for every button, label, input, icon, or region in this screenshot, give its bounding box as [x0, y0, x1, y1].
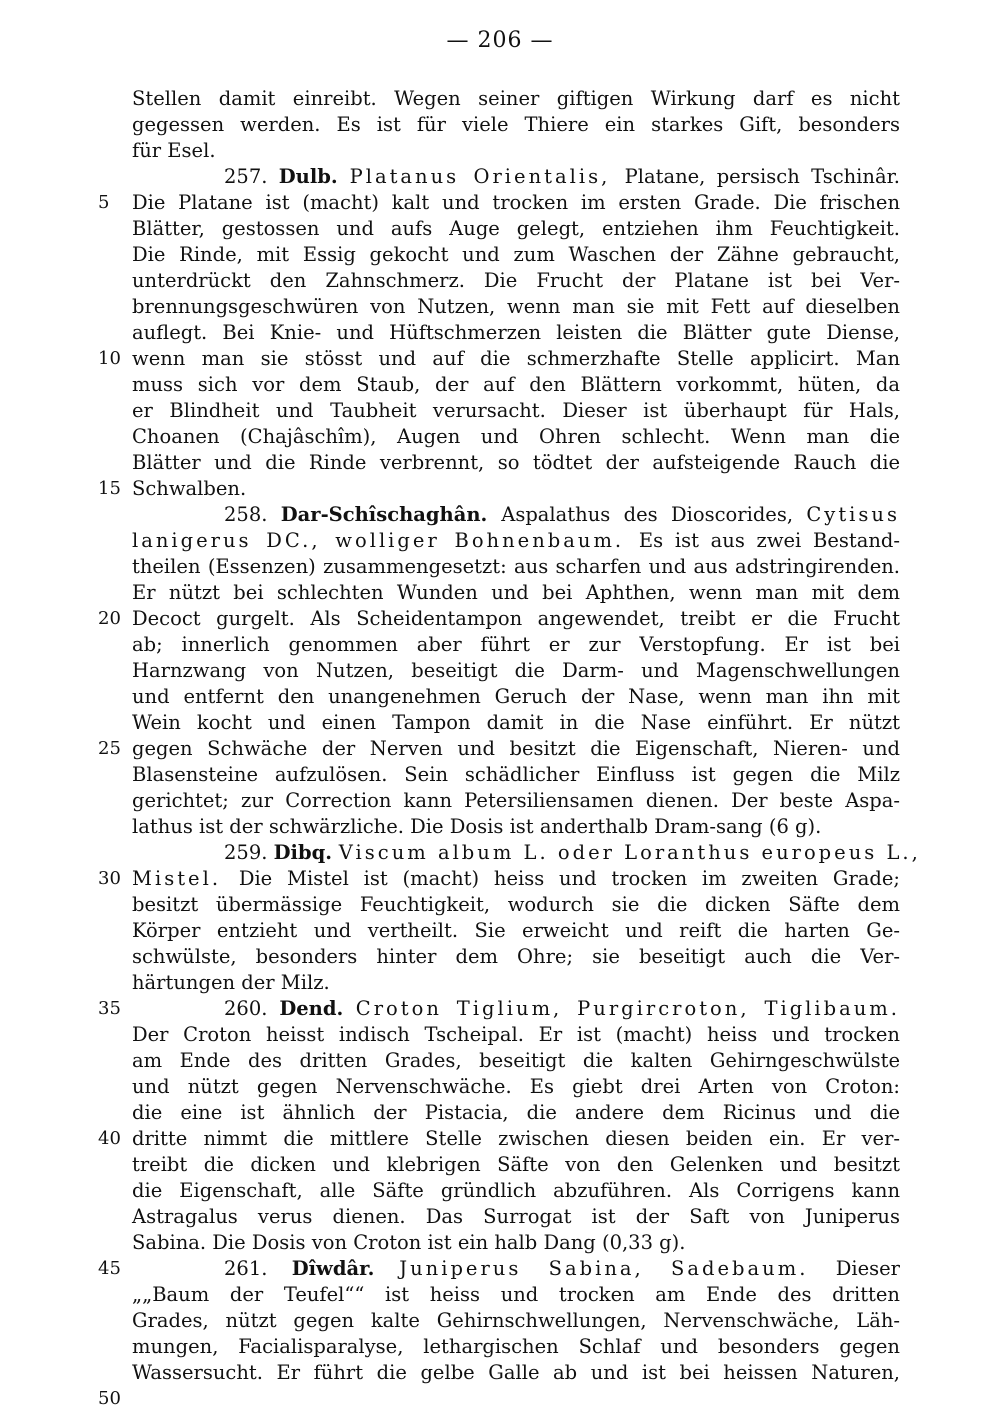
line-text: Schwalben.	[132, 477, 247, 500]
text-line	[132, 450, 900, 476]
text-line	[132, 138, 900, 164]
line-text: „„Baum der Teufel““ ist heiss und trocken am Ende des dritten	[132, 1283, 900, 1306]
botanical-name: Mistel.	[132, 867, 239, 890]
text-line	[132, 424, 900, 450]
text-line	[132, 372, 900, 398]
line-text: Der Croton heisst indisch Tscheipal. Er ist (macht) heiss und trocken	[132, 1023, 900, 1046]
text-line	[132, 554, 900, 580]
line-text: Wassersucht. Er führt die gelbe Galle ab und ist bei heissen Naturen,	[132, 1361, 900, 1384]
line-text: Decoct gurgelt. Als Scheidentampon angewendet, treibt er die Frucht	[132, 607, 900, 630]
text-line	[132, 1360, 900, 1386]
text-line	[132, 944, 900, 970]
margin-line-number: 45	[98, 1258, 121, 1279]
entry-heading-line	[132, 840, 921, 866]
text-line	[132, 190, 900, 216]
entry-number: 257.	[224, 165, 279, 188]
text-line	[132, 1282, 900, 1308]
line-text: muss sich vor dem Staub, der auf den Blättern vorkommt, hüten, da	[132, 373, 900, 396]
line-text: Blätter und die Rinde verbrennt, so tödtet der aufsteigende Rauch die	[132, 451, 900, 474]
text-line	[132, 1178, 900, 1204]
text-line	[132, 606, 900, 632]
text-line	[132, 658, 900, 684]
line-text: wenn man sie stösst und auf die schmerzhafte Stelle applicirt. Man	[132, 347, 900, 370]
line-text: gegessen werden. Es ist für viele Thiere ein starkes Gift, besonders	[132, 113, 900, 136]
text-line	[132, 528, 900, 554]
line-text: die eine ist ähnlich der Pistacia, die andere dem Ricinus und die	[132, 1101, 900, 1124]
margin-line-number: 35	[98, 998, 121, 1019]
text-line	[132, 866, 900, 892]
text-line	[132, 1230, 900, 1256]
line-text: brennungsgeschwüren von Nutzen, wenn man sie mit Fett auf dieselben	[132, 295, 900, 318]
text-line	[132, 1308, 900, 1334]
text-line	[132, 710, 900, 736]
text-line	[132, 346, 900, 372]
line-text: am Ende des dritten Grades, beseitigt die kalten Gehirngeschwülste	[132, 1049, 900, 1072]
line-text: ab; innerlich genommen aber führt er zur Verstopfung. Er ist bei	[132, 633, 900, 656]
text-line	[132, 632, 900, 658]
text-line	[132, 1074, 900, 1100]
entry-number: 259.	[224, 841, 274, 864]
entry-headword: Dibq.	[273, 841, 339, 864]
text-line	[132, 1126, 900, 1152]
line-text: Stellen damit einreibt. Wegen seiner giftigen Wirkung darf es nicht	[132, 87, 900, 110]
botanical-name: Croton Tiglium, Purgircroton, Tiglibaum.	[355, 997, 901, 1020]
text-line	[132, 1100, 900, 1126]
line-text: gerichtet; zur Correction kann Petersiliensamen dienen. Der beste Aspa-	[132, 789, 900, 812]
line-text: schwülste, besonders hinter dem Ohre; sie beseitigt auch die Ver-	[132, 945, 900, 968]
line-text: härtungen der Milz.	[132, 971, 330, 994]
text-line	[132, 242, 900, 268]
page-number: — 206 —	[446, 28, 554, 53]
line-text: mungen, Facialisparalyse, lethargischen Schlaf und besonders gegen	[132, 1335, 900, 1358]
margin-line-number: 5	[98, 192, 110, 213]
botanical-name: Cytisus	[806, 503, 900, 526]
text-line	[132, 398, 900, 424]
entry-heading-line	[132, 1256, 900, 1282]
text-line	[132, 112, 900, 138]
text-line	[132, 216, 900, 242]
line-text: Harnzwang von Nutzen, beseitigt die Darm- und Magenschwellungen	[132, 659, 900, 682]
line-text: Körper entzieht und vertheilt. Sie erweicht und reift die harten Ge-	[132, 919, 900, 942]
line-text: Dieser	[835, 1257, 900, 1280]
line-text: für Esel.	[132, 139, 216, 162]
line-text: Es ist aus zwei Bestand-	[638, 529, 900, 552]
line-text: Astragalus verus dienen. Das Surrogat ist der Saft von Juniperus	[132, 1205, 900, 1228]
line-text: besitzt übermässige Feuchtigkeit, wodurch sie die dicken Säfte dem	[132, 893, 900, 916]
margin-line-number: 30	[98, 868, 121, 889]
entry-heading-line	[132, 164, 900, 190]
line-text: Blasensteine aufzulösen. Sein schädlicher Einfluss ist gegen die Milz	[132, 763, 900, 786]
margin-line-number: 15	[98, 478, 121, 499]
margin-line-number: 25	[98, 738, 121, 759]
text-line	[132, 1152, 900, 1178]
margin-line-number: 10	[98, 348, 121, 369]
entry-number: 261.	[224, 1257, 292, 1280]
text-line	[132, 476, 900, 502]
line-text: die Eigenschaft, alle Säfte gründlich abzuführen. Als Corrigens kann	[132, 1179, 900, 1202]
line-text: Sabina. Die Dosis von Croton ist ein halb Dang (0,33 g).	[132, 1231, 686, 1254]
entry-headword: Dar-Schîschaghân.	[280, 503, 502, 526]
entry-headword: Dîwdâr.	[291, 1257, 400, 1280]
margin-line-number: 40	[98, 1128, 121, 1149]
text-line	[132, 86, 900, 112]
botanical-name: Viscum album L. oder Loranthus europeus L.,	[338, 841, 921, 864]
entry-headword: Dulb.	[278, 165, 350, 188]
line-text: theilen (Essenzen) zusammengesetzt: aus scharfen und aus adstringirenden.	[132, 555, 900, 578]
text-line	[132, 1204, 900, 1230]
text-line	[132, 1022, 900, 1048]
margin-line-number: 20	[98, 608, 121, 629]
botanical-name: Juniperus Sabina, Sadebaum.	[399, 1257, 836, 1280]
entry-headword: Dend.	[279, 997, 356, 1020]
line-text: lathus ist der schwärzliche. Die Dosis ist anderthalb Dram-sang (6 g).	[132, 815, 822, 838]
line-text: Choanen (Chajâschîm), Augen und Ohren schlecht. Wenn man die	[132, 425, 900, 448]
entry-number: 258.	[224, 503, 281, 526]
text-line	[132, 788, 900, 814]
line-text: dritte nimmt die mittlere Stelle zwischen diesen beiden ein. Er ver-	[132, 1127, 900, 1150]
text-line	[132, 580, 900, 606]
text-line	[132, 918, 900, 944]
line-text: gegen Schwäche der Nerven und besitzt die Eigenschaft, Nieren- und	[132, 737, 900, 760]
line-text: Die Rinde, mit Essig gekocht und zum Waschen der Zähne gebraucht,	[132, 243, 900, 266]
line-text: Grades, nützt gegen kalte Gehirnschwellungen, Nervenschwäche, Läh-	[132, 1309, 900, 1332]
margin-line-number: 50	[98, 1388, 121, 1409]
text-line	[132, 320, 900, 346]
text-line	[132, 970, 900, 996]
line-text: und entfernt den unangenehmen Geruch der Nase, wenn man ihn mit	[132, 685, 900, 708]
botanical-name: Platanus Orientalis,	[349, 165, 625, 188]
line-text: Er nützt bei schlechten Wunden und bei Aphthen, wenn man mit dem	[132, 581, 900, 604]
text-line	[132, 1334, 900, 1360]
line-text: Platane, persisch Tschinâr.	[624, 165, 900, 188]
text-line	[132, 684, 900, 710]
text-line	[132, 814, 900, 840]
line-text: Die Mistel ist (macht) heiss und trocken im zweiten Grade;	[238, 867, 900, 890]
line-text: Blätter, gestossen und aufs Auge gelegt, entziehen ihm Feuchtigkeit.	[132, 217, 900, 240]
entry-heading-line	[132, 996, 900, 1022]
text-line	[132, 762, 900, 788]
line-text: Die Platane ist (macht) kalt und trocken im ersten Grade. Die frischen	[132, 191, 900, 214]
line-text: Aspalathus des Dioscorides,	[501, 503, 807, 526]
text-line	[132, 1048, 900, 1074]
line-text: Wein kocht und einen Tampon damit in die Nase einführt. Er nützt	[132, 711, 900, 734]
line-text: er Blindheit und Taubheit verursacht. Dieser ist überhaupt für Hals,	[132, 399, 900, 422]
text-line	[132, 294, 900, 320]
line-text: und nützt gegen Nervenschwäche. Es giebt drei Arten von Croton:	[132, 1075, 900, 1098]
entry-number: 260.	[224, 997, 280, 1020]
line-text: treibt die dicken und klebrigen Säfte von den Gelenken und besitzt	[132, 1153, 900, 1176]
text-line	[132, 892, 900, 918]
entry-heading-line	[132, 502, 900, 528]
line-text: auflegt. Bei Knie- und Hüftschmerzen leisten die Blätter gute Diense,	[132, 321, 900, 344]
botanical-name: lanigerus DC., wolliger Bohnenbaum.	[132, 529, 639, 552]
text-line	[132, 268, 900, 294]
text-line	[132, 736, 900, 762]
line-text: unterdrückt den Zahnschmerz. Die Frucht der Platane ist bei Ver-	[132, 269, 900, 292]
